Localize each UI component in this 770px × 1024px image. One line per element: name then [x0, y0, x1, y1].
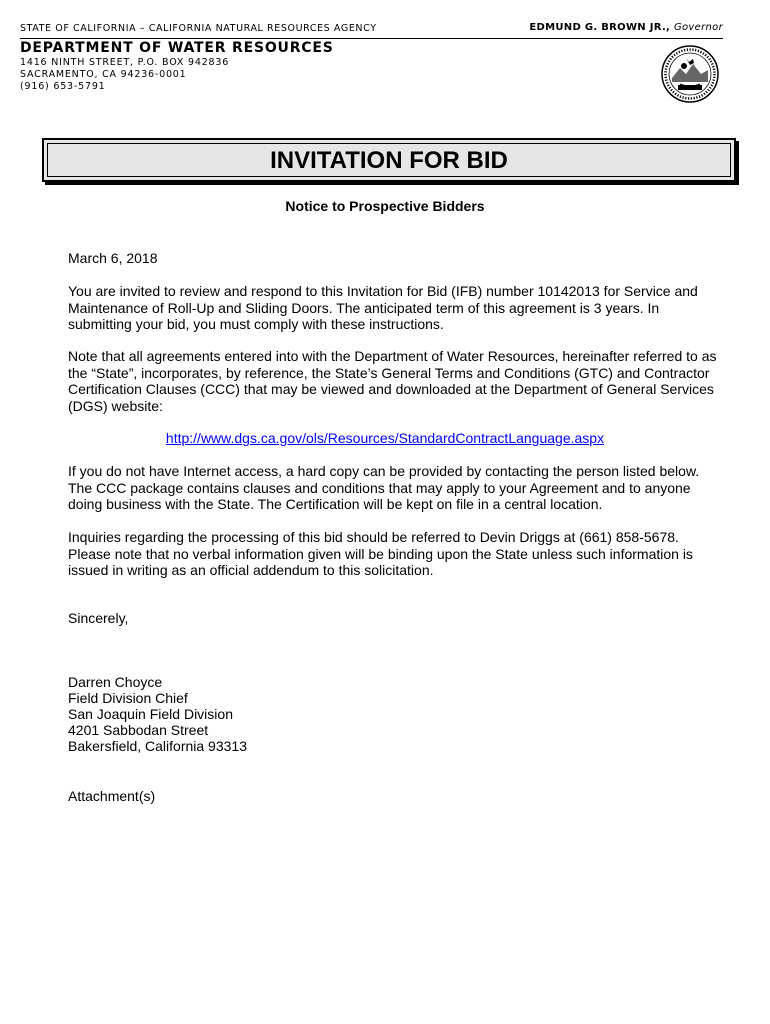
address-line-1: 1416 NINTH STREET, P.O. BOX 942836 — [20, 57, 230, 68]
paragraph-agreements: Note that all agreements entered into with the Department of Water Resources, hereinafter referred to as the “State”, incorporates, by reference, the State’s General Terms and Conditions (GTC) and Contractor Certification Clauses (CCC) that may be viewed and downloaded at the Department of General Services (DGS) website: — [68, 348, 717, 414]
paragraph-invitation: You are invited to review and respond to this Invitation for Bid (IFB) number 10142013 for Service and Maintenance of Roll-Up and Sliding Doors. The anticipated term of this agreement is 3 years. In submitting your bid, you must comply with these instructions. — [68, 283, 698, 332]
document-title: INVITATION FOR BID — [270, 147, 508, 174]
letterhead-top-rule — [20, 22, 723, 39]
attachments-note: Attachment(s) — [68, 788, 156, 804]
governor-title: Governor — [673, 22, 723, 33]
signer-street: 4201 Sabbodan Street — [68, 722, 209, 738]
paragraph-hard-copy: If you do not have Internet access, a hard copy can be provided by contacting the person listed below. The CCC package contains clauses and conditions that may apply to your Agreement and to anyone doing business with the State. The Certification will be kept on file in a central location. — [68, 463, 700, 512]
signer-division: San Joaquin Field Division — [68, 706, 233, 722]
agency-name: STATE OF CALIFORNIA – CALIFORNIA NATURAL RESOURCES AGENCY — [20, 23, 377, 34]
signer-name: Darren Choyce — [68, 674, 163, 690]
letter-date: March 6, 2018 — [68, 250, 158, 266]
phone-number: (916) 653-5791 — [20, 81, 106, 92]
signer-title: Field Division Chief — [68, 690, 188, 706]
closing: Sincerely, — [68, 610, 129, 626]
department-name: DEPARTMENT OF WATER RESOURCES — [20, 40, 334, 56]
dgs-website-link[interactable]: http://www.dgs.ca.gov/ols/Resources/StandardContractLanguage.aspx — [165, 430, 605, 446]
signer-city: Bakersfield, California 93313 — [68, 738, 247, 754]
governor-line — [529, 22, 723, 33]
document-subtitle: Notice to Prospective Bidders — [285, 198, 485, 214]
title-box — [42, 138, 736, 182]
address-line-2: SACRAMENTO, CA 94236-0001 — [20, 69, 187, 80]
california-state-seal-icon — [660, 44, 720, 104]
paragraph-inquiries: Inquiries regarding the processing of this bid should be referred to Devin Driggs at (661) 858-5678. Please note that no verbal information given will be binding upon the State unless such information is issued in writing as an official addendum to this solicitation. — [68, 529, 693, 578]
governor-name: EDMUND G. BROWN JR., — [529, 22, 671, 33]
